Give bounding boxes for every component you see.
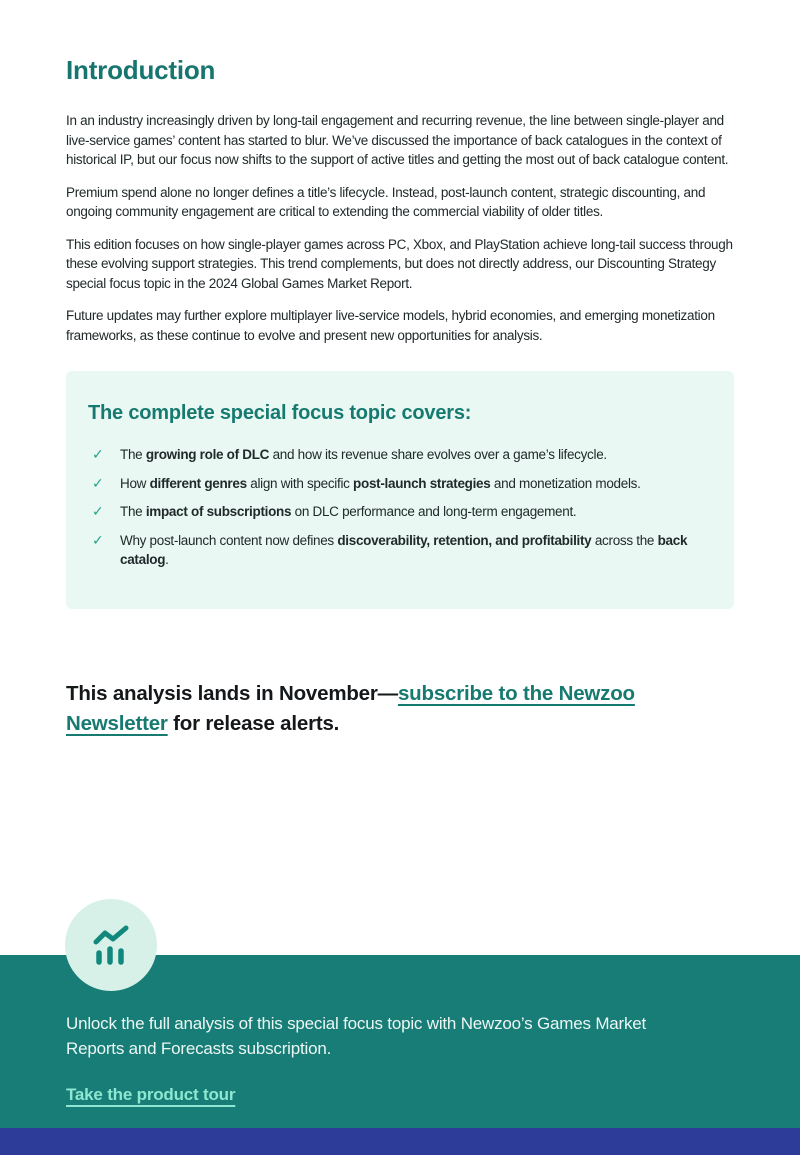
- focus-topic-box: [66, 371, 734, 609]
- text-segment: This analysis lands in November—: [66, 681, 398, 705]
- intro-paragraph-4: Future updates may further explore multiplayer live-service models, hybrid economies, and emerging monetization frameworks, as these continue to evolve and present new opportunities for analysis.: [66, 308, 715, 343]
- focus-bullet-4: [88, 531, 706, 570]
- bullet-text: [120, 474, 641, 494]
- text-segment: Why post-launch content now defines: [120, 532, 338, 548]
- text-segment: different genres: [149, 475, 247, 491]
- text-segment: and how its revenue share evolves over a game’s lifecycle.: [269, 447, 607, 462]
- bullet-text: [120, 445, 607, 465]
- newsletter-cta: [66, 679, 706, 739]
- focus-box-heading: The complete special focus topic covers:: [88, 402, 472, 424]
- text-segment: .: [165, 552, 169, 567]
- page-title: Introduction: [66, 55, 216, 85]
- text-segment: for release alerts.: [167, 711, 340, 735]
- text-segment: growing role of DLC: [145, 447, 270, 462]
- bullet-text: [120, 502, 576, 522]
- product-tour-link[interactable]: Take the product tour: [66, 1085, 236, 1104]
- text-segment: across the: [591, 532, 658, 548]
- chart-badge: [65, 899, 157, 991]
- bottom-brand-bar: [0, 1128, 800, 1155]
- intro-paragraph-1: In an industry increasingly driven by long-tail engagement and recurring revenue, the line between single-player and live-service games’ content has started to blur. We’ve discussed the importance of back catalogues in the context of historical IP, but our focus now shifts to the support of active titles and getting the most out of back catalogue content.: [66, 113, 729, 167]
- cta-line: [66, 712, 339, 735]
- focus-bullet-1: [88, 445, 706, 465]
- text-segment: and monetization models.: [490, 475, 641, 491]
- newsletter-subscribe-link[interactable]: subscribe to the Newzoo: [397, 681, 635, 705]
- check-icon: ✓: [92, 446, 104, 462]
- footer-text: [66, 1012, 734, 1061]
- text-segment: How: [120, 475, 150, 491]
- check-icon: ✓: [92, 531, 104, 548]
- text-segment: on DLC performance and long-term engagement.: [291, 504, 577, 519]
- newsletter-subscribe-link[interactable]: Newsletter: [66, 711, 168, 735]
- footer-text-line: Reports and Forecasts subscription.: [66, 1038, 332, 1058]
- focus-bullet-3: [88, 502, 706, 522]
- text-segment: The: [120, 447, 146, 462]
- intro-paragraph-3: This edition focuses on how single-player games across PC, Xbox, and PlayStation achieve long-tail success through these evolving support strategies. This trend complements, but does not directly address, our Discounting Strategy special focus topic in the 2024 Global Games Market Report.: [66, 236, 733, 291]
- bullet-text: [120, 531, 706, 570]
- focus-bullet-2: [88, 474, 706, 494]
- text-segment: The: [120, 504, 146, 519]
- text-segment: post-launch strategies: [353, 475, 491, 491]
- cta-line: [66, 682, 635, 705]
- text-segment: discoverability, retention, and profitability: [337, 532, 592, 548]
- intro-paragraph-2: Premium spend alone no longer defines a title’s lifecycle. Instead, post-launch content, strategic discounting, and ongoing community engagement are critical to extending the commercial viability of older titles.: [66, 184, 706, 219]
- footer-text-line: Unlock the full analysis of this special focus topic with Newzoo’s Games Market: [66, 1014, 647, 1033]
- bar-chart-trend-icon: [88, 922, 134, 968]
- text-segment: back catalog: [120, 532, 688, 567]
- text-segment: align with specific: [246, 475, 354, 491]
- text-segment: impact of subscriptions: [145, 504, 292, 519]
- check-icon: ✓: [92, 474, 104, 491]
- check-icon: ✓: [92, 503, 104, 519]
- focus-bullet-list: [88, 445, 706, 570]
